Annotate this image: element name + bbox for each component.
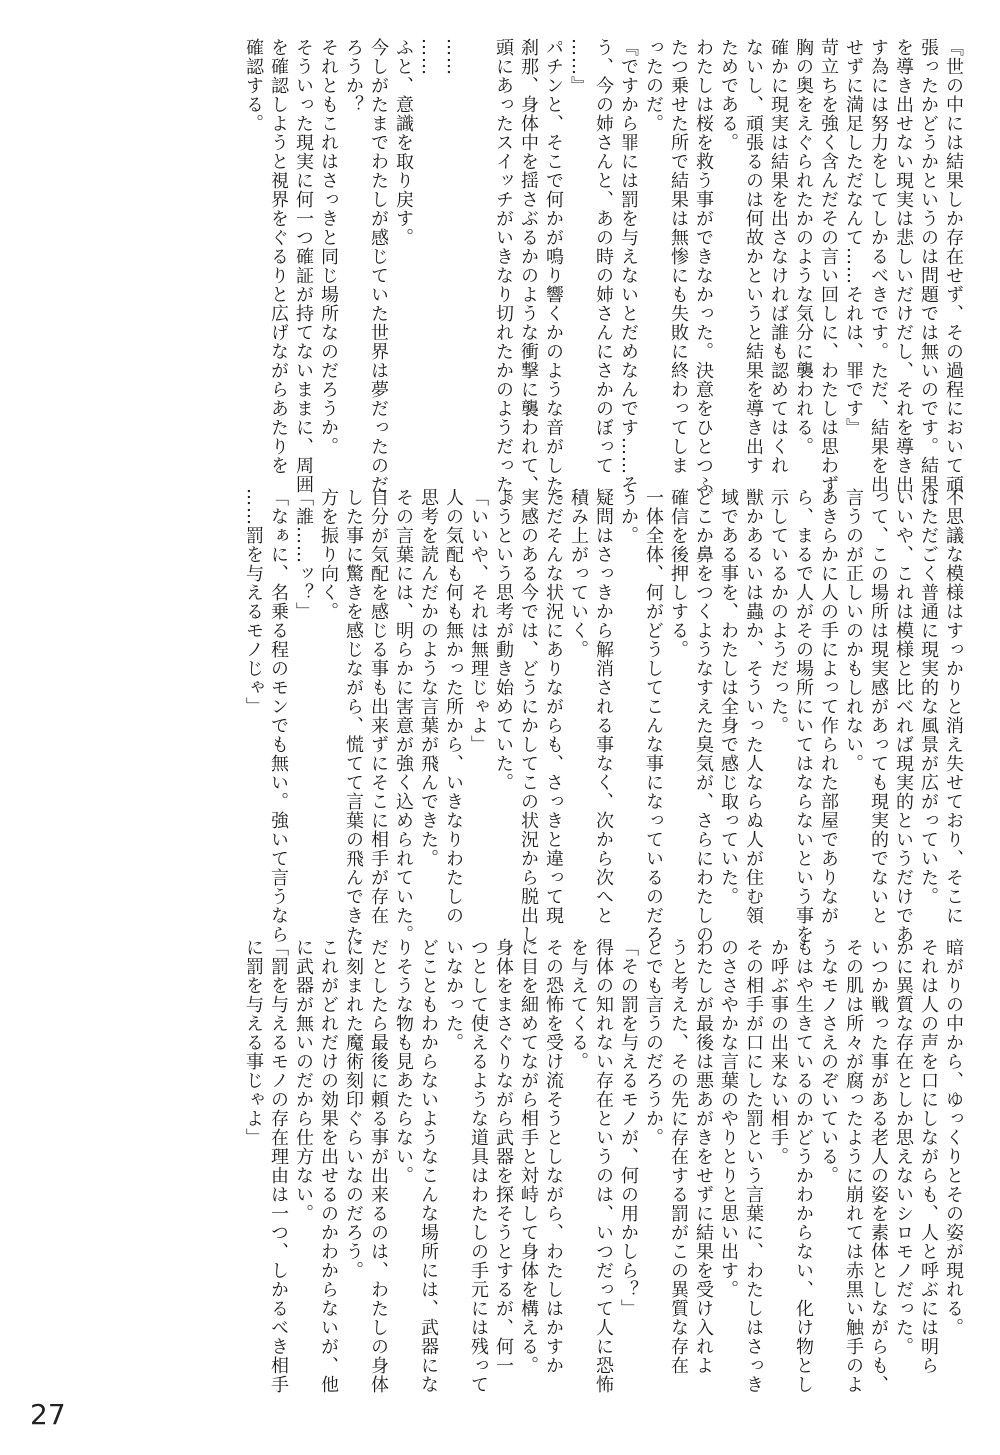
- text-line: それともこれはさっきと同じ場所なのだろうか。: [318, 38, 339, 456]
- text-block-middle: [241, 488, 966, 944]
- text-line: どこともわからないようなこんな場所には、武器にな: [418, 938, 439, 1394]
- text-line: うか。: [618, 488, 639, 545]
- text-line: 獣かあるいは蟲か、そういった人ならぬ人が住む領: [743, 488, 764, 925]
- text-line: ……罰を与えるモノじゃ」: [243, 488, 264, 716]
- text-line: 「その罰を与えるモノが、何の用かしら？」: [618, 938, 639, 1318]
- text-line: 『世の中には結果しか存在せず、その過程において頑: [943, 38, 964, 494]
- text-line: りそうな物も見あたらない。: [393, 938, 414, 1185]
- text-line: どこか鼻をつくようなすえた臭気が、さらにわたしの: [693, 488, 714, 944]
- text-line: 「なぁに、名乗る程のモンでも無い。強いて言うなら: [268, 488, 289, 944]
- text-line: ないし、頑張るのは何故かというと結果を導き出す: [743, 38, 764, 475]
- text-line: いつか戦った事がある老人の姿を素体としながらも、: [868, 938, 889, 1394]
- text-line: 人の気配も何も無かった所から、いきなりわたしの: [443, 488, 464, 925]
- text-line: に武器が無いのだから仕方ない。: [293, 938, 314, 1223]
- text-line: 確認する。: [243, 38, 264, 133]
- text-line: 「誰……ッ？」: [293, 488, 314, 621]
- text-line: [466, 38, 491, 458]
- text-line: いなかった。: [443, 938, 464, 1052]
- text-block-bottom: [241, 938, 966, 1394]
- text-line: ろうか？: [343, 38, 364, 114]
- text-line: 方を振り向く。: [318, 488, 339, 621]
- text-line: せずに満足しただなんて……それは、罪です』: [843, 38, 864, 437]
- text-line: のささやかな言葉のやりとりと思い出す。: [718, 938, 739, 1299]
- text-line: いいや、これは模様と比べれば現実的というだけであ: [893, 488, 914, 944]
- text-line: 一体全体、何がどうしてこんな事になっているのだろ: [643, 488, 664, 944]
- text-line: もはや生きているのかどうかわからない、化け物とし: [793, 938, 814, 1394]
- text-line: 胸の奥をえぐられたかのような気分に襲われる。: [793, 38, 814, 456]
- text-line: 不思議な模様はすっかりと消え失せており、そこに: [943, 488, 964, 925]
- text-line: 疑問はさっきから解消される事なく、次から次へと: [593, 488, 614, 925]
- text-line: ら、まるで人がその場所にいてはならないという事を: [793, 488, 814, 944]
- text-line: その肌は所々が腐ったように崩れては赤黒い触手のよ: [843, 938, 864, 1394]
- text-line: わたしが最後は悪あがきをせずに結果を受け入れよ: [693, 938, 714, 1375]
- text-line: ためである。: [718, 38, 739, 152]
- text-line: 暗がりの中から、ゆっくりとその姿が現れる。: [943, 938, 964, 1337]
- text-line: わたしは桜を救う事ができなかった。決意をひとつふ: [693, 38, 714, 494]
- text-line: 自分が気配を感じる事も出来ずにそこに相手が存在: [368, 488, 389, 925]
- text-line: つとして使えるような道具はわたしの手元には残って: [468, 938, 489, 1394]
- text-line: そういった現実に何一つ確証が持てないままに、周囲: [293, 38, 314, 494]
- text-line: 今しがたまでわたしが感じていた世界は夢だったのだ: [368, 38, 389, 494]
- text-line: かに異質な存在としか思えないシロモノだった。: [893, 938, 914, 1356]
- text-line: 域である事を、わたしは全身で感じ取っていた。: [718, 488, 739, 906]
- text-line: って、この場所は現実感があっても現実的でないと: [868, 488, 889, 925]
- text-line: その言葉には、明らかに害意が強く込められていた。: [393, 488, 414, 944]
- text-line: 積み上がっていく。: [568, 488, 589, 659]
- text-line: 頭にあったスイッチがいきなり切れたかのようだった。: [493, 38, 514, 513]
- text-line: 得体の知れない存在というのは、いつだって人に恐怖: [593, 938, 614, 1394]
- text-line: はただごく普通に現実的な風景が広がっていた。: [918, 488, 939, 906]
- text-line: を確認しようと視界をぐるりと広げながらあたりを: [268, 38, 289, 475]
- page-number: 27: [30, 1398, 66, 1431]
- text-line: した事に驚きを感じながら、慌てて言葉の飛んできた: [343, 488, 364, 944]
- text-line: 思考を読んだかのような言葉が飛んできた。: [418, 488, 439, 868]
- text-line: うなモノさえのぞいている。: [818, 938, 839, 1185]
- text-line: これがどれだけの効果を出せるのかわからないが、他: [318, 938, 339, 1394]
- text-line: 確信を後押しする。: [668, 488, 689, 659]
- text-line: ……: [443, 38, 464, 76]
- text-line: 刹那、身体中を揺さぶるかのような衝撃に襲われて、: [518, 38, 539, 494]
- text-line: ……』: [568, 38, 589, 95]
- text-line: ……: [418, 38, 439, 76]
- text-line: 実感のある今では、どうにかしてこの状況から脱出し: [518, 488, 539, 944]
- text-line: に目を細めてながら相手と対峙して身体を構える。: [518, 938, 539, 1375]
- text-line: とでも言うのだろうか。: [643, 938, 664, 1147]
- text-line: に刻まれた魔術刻印ぐらいなのだろう。: [343, 938, 364, 1280]
- text-line: だとしたら最後に頼る事が出来るのは、わたしの身体: [368, 938, 389, 1394]
- text-line: に罰を与える事じゃよ」: [243, 938, 264, 1147]
- text-line: それは人の声を口にしながらも、人と呼ぶには明ら: [918, 938, 939, 1375]
- text-line: その相手が口にした罰という言葉に、わたしはさっき: [743, 938, 764, 1394]
- text-line: 張ったかどうかというのは問題では無いのです。結果: [918, 38, 939, 494]
- text-block-top: [241, 38, 966, 513]
- text-line: ったのだ。: [643, 38, 664, 133]
- text-line: うと考えた、その先に存在する罰がこの異質な存在: [668, 938, 689, 1375]
- text-line: 言うのが正しいのかもしれない。: [843, 488, 864, 773]
- text-line: ただそんな状況にありながらも、さっきと違って現: [543, 488, 564, 925]
- text-line: あきらかに人の手によって作られた部屋でありなが: [818, 488, 839, 925]
- text-line: 苛立ちを強く含んだその言い回しに、わたしは思わず: [818, 38, 839, 494]
- text-line: 示しているかのようだった。: [768, 488, 789, 735]
- text-line: う、今の姉さんと、あの時の姉さんにさかのぼって: [593, 38, 614, 475]
- text-line: か呼ぶ事の出来ない相手。: [768, 938, 789, 1166]
- text-line: ようという思考が動き始めていた。: [493, 488, 514, 792]
- text-line: パチンと、そこで何かが鳴り響くかのような音がした。: [543, 38, 564, 513]
- text-line: す為には努力をしてしかるべきです。ただ、結果を出: [868, 38, 889, 494]
- text-line: たつ乗せた所で結果は無惨にも失敗に終わってしま: [668, 38, 689, 475]
- text-line: を与えてくる。: [568, 938, 589, 1071]
- text-line: 「罰を与えるモノの存在理由は一つ、しかるべき相手: [268, 938, 289, 1394]
- text-line: 身体をまさぐりながら武器を探そうとするが、何一: [493, 938, 514, 1375]
- text-line: 確かに現実は結果を出さなければ誰も認めてはくれ: [768, 38, 789, 475]
- text-line: 『ですから罪には罰を与えないとだめなんです……そ: [618, 38, 639, 494]
- text-line: を導き出せない現実は悲しいだけだし、それを導き出: [893, 38, 914, 494]
- text-line: ふと、意識を取り戻す。: [393, 38, 414, 247]
- text-line: その恐怖を受け流そうとしながら、わたしはかすか: [543, 938, 564, 1375]
- text-line: 「いいや、それは無理じゃよ」: [468, 488, 489, 754]
